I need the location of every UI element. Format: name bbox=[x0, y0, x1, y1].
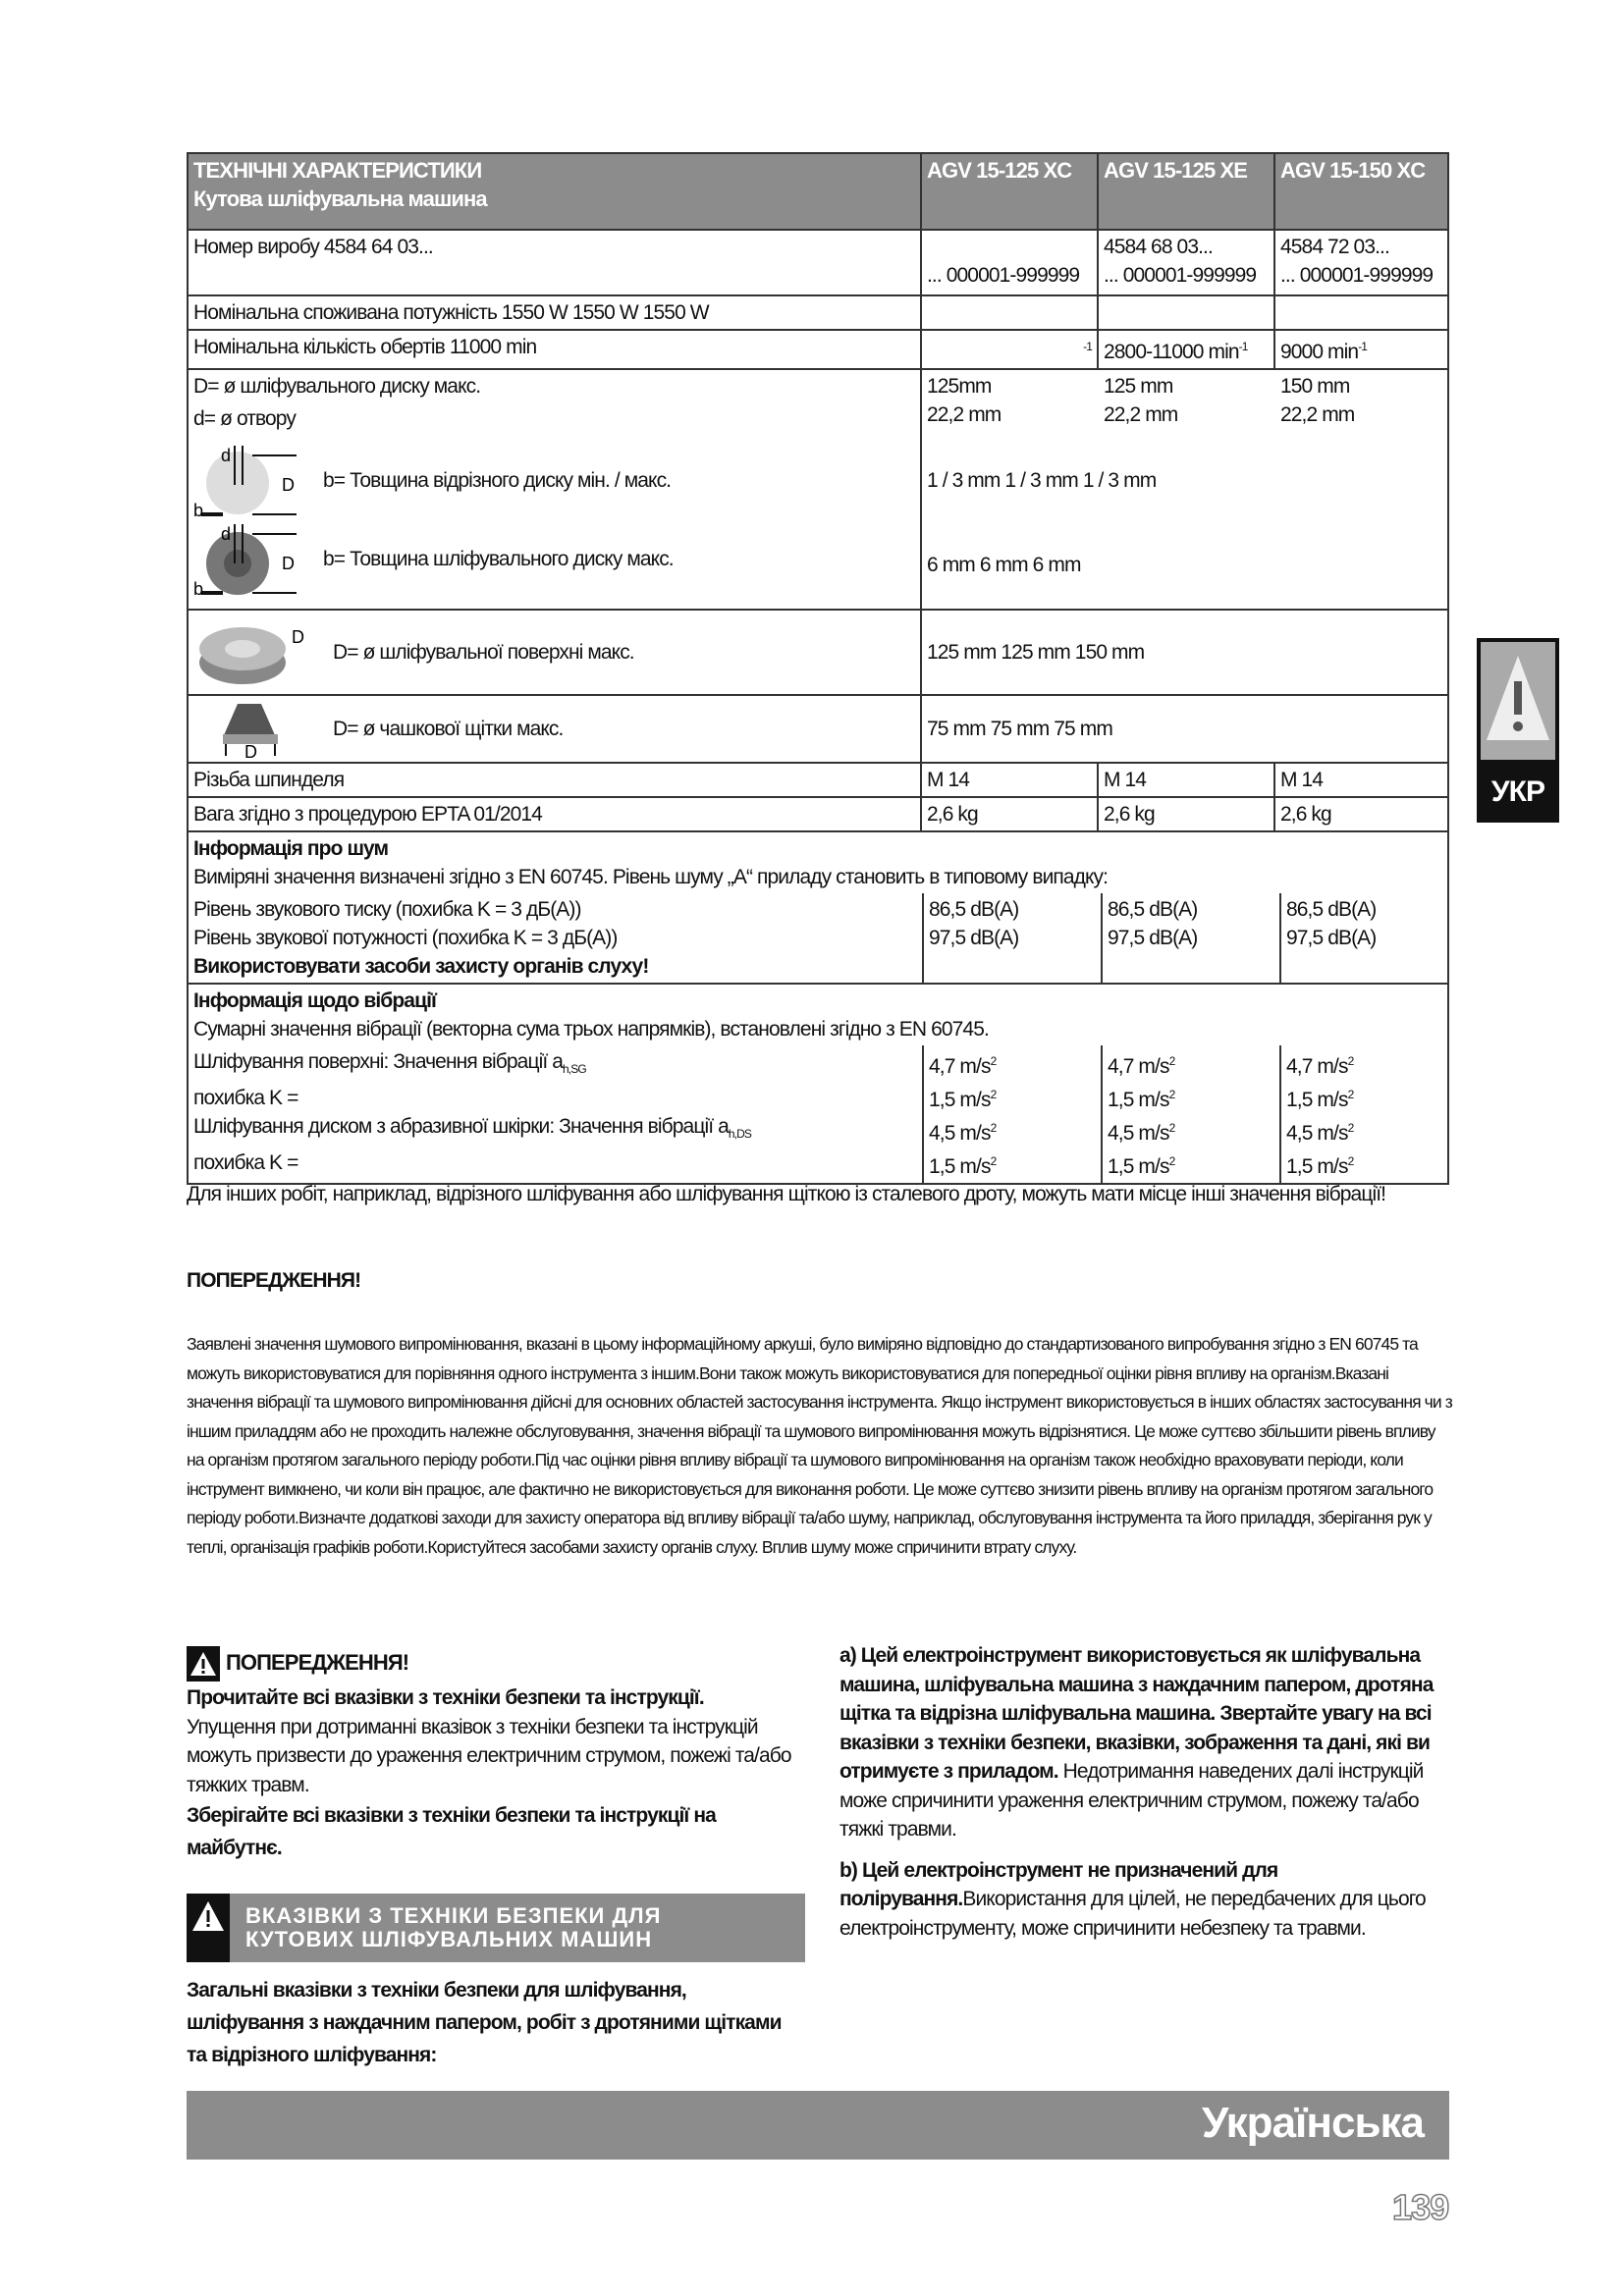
product-code: 4584 68 03... bbox=[1104, 236, 1213, 258]
vib-value: 1,5 m/s bbox=[1286, 1089, 1348, 1111]
power-level-value: 97,5 dB(A) bbox=[1286, 927, 1377, 949]
surface-disc-icon bbox=[193, 614, 311, 690]
thread-value: M 14 bbox=[1274, 763, 1448, 797]
general-instructions: Загальні вказівки з техніки безпеки для шліфування, шліфування з наждачним папером, робіт з дротяними щітками та відрізного шліфування: bbox=[187, 1979, 782, 2066]
vib-value: 4,5 m/s bbox=[1108, 1122, 1169, 1145]
vib-value: 1,5 m/s bbox=[929, 1155, 991, 1178]
superscript: 2 bbox=[990, 1088, 997, 1101]
brush-label: D= ø чашкової щітки макс. bbox=[333, 717, 564, 740]
disc-value: 125mm bbox=[927, 375, 992, 398]
disc-values bbox=[927, 372, 1442, 400]
speed-value: 2800-11000 min bbox=[1104, 341, 1239, 363]
page-number: 139 bbox=[1392, 2187, 1449, 2227]
thread-value: M 14 bbox=[921, 763, 1098, 797]
warning-title: ПОПЕРЕДЖЕННЯ! bbox=[226, 1649, 409, 1675]
surface-values: 125 mm 125 mm 150 mm bbox=[921, 610, 1448, 695]
serial: ... 000001-999999 bbox=[927, 264, 1080, 287]
weight-value: 2,6 kg bbox=[1274, 797, 1448, 831]
power-label: Номінальна споживана потужність 1550 W 1550 W 1550 W bbox=[188, 295, 921, 330]
item-b-bold: b) Цей електроінструмент не призначений для полірування. bbox=[839, 1858, 1278, 1910]
warning-exclamation-icon bbox=[1481, 642, 1555, 760]
table-title: ТЕХНІЧНІ ХАРАКТЕРИСТИКИ bbox=[193, 158, 482, 183]
svg-text:D: D bbox=[282, 554, 295, 573]
product-code bbox=[927, 233, 1092, 261]
table-row bbox=[188, 797, 1448, 831]
vib-value: 4,7 m/s bbox=[1108, 1055, 1169, 1078]
disc-label: D= ø шліфувального диску макс. bbox=[193, 375, 481, 398]
table-row bbox=[188, 230, 1448, 295]
vib-ds-label: Шліфування диском з абразивної шкірки: Значення вібрації a bbox=[193, 1115, 729, 1139]
vib-value: 4,7 m/s bbox=[1286, 1055, 1348, 1078]
superscript: 2 bbox=[990, 1054, 997, 1068]
table-row bbox=[188, 610, 1448, 695]
svg-text:d: d bbox=[221, 524, 231, 544]
superscript: -1 bbox=[1358, 340, 1368, 353]
brush-values: 75 mm 75 mm 75 mm bbox=[921, 695, 1448, 763]
cut-values: 1 / 3 mm 1 / 3 mm 1 / 3 mm bbox=[927, 469, 1157, 492]
pressure-value: 86,5 dB(A) bbox=[1108, 898, 1198, 921]
serial: ... 000001-999999 bbox=[1280, 264, 1434, 287]
power-level-value: 97,5 dB(A) bbox=[1108, 927, 1198, 949]
pressure-value: 86,5 dB(A) bbox=[929, 898, 1019, 921]
model-3: AGV 15-150 XC bbox=[1274, 153, 1448, 230]
section-title-bar bbox=[187, 1894, 805, 1962]
superscript: 2 bbox=[1168, 1121, 1175, 1135]
disc-value: 125 mm bbox=[1104, 375, 1173, 398]
grind-label: b= Товщина шліфувального диску макс. bbox=[323, 547, 674, 570]
item-a-bold: a) Цей електроінструмент використовується як шліфувальна машина, шліфувальна машина з наждачним папером, дротяна щітка та відрізна шліфувальна машина. Звертайте увагу на всі вказівки з техніки безпеки, вказівки, зображення та дані, які ви отримуєте з приладом. bbox=[839, 1644, 1434, 1783]
product-label: Номер виробу 4584 64 03... bbox=[188, 230, 921, 295]
thread-label: Різьба шпинделя bbox=[188, 763, 921, 797]
surface-label: D= ø шліфувальної поверхні макс. bbox=[333, 640, 634, 664]
superscript: 2 bbox=[990, 1121, 997, 1135]
superscript: 2 bbox=[1168, 1154, 1175, 1168]
bore-label: d= ø отвору bbox=[193, 407, 296, 430]
vib-title: Інформація щодо вібрації bbox=[193, 989, 437, 1012]
vib-desc: Сумарні значення вібрації (векторна сума трьох напрямків), встановлені згідно з EN 60745. bbox=[193, 1018, 989, 1041]
warning-triangle-icon bbox=[187, 1894, 230, 1962]
superscript: 2 bbox=[1168, 1088, 1175, 1101]
superscript: 2 bbox=[1347, 1121, 1354, 1135]
keep-instructions: Зберігайте всі вказівки з техніки безпеки та інструкції на майбутнє. bbox=[187, 1804, 716, 1859]
warning-triangle-icon bbox=[187, 1646, 220, 1682]
model-2: AGV 15-125 XE bbox=[1098, 153, 1274, 230]
side-tab-label: УКР bbox=[1490, 775, 1545, 808]
subscript: h,DS bbox=[728, 1127, 751, 1142]
table-subtitle: Кутова шліфувальна машина bbox=[193, 187, 487, 211]
right-column bbox=[839, 1641, 1453, 1943]
read-all: Прочитайте всі вказівки з техніки безпеки та інструкції. bbox=[187, 1686, 704, 1709]
speed-value: -1 bbox=[1083, 340, 1092, 353]
warning-paragraph: Заявлені значення шумового випромінювання, вказані в цьому інформаційному аркуші, було виміряно відповідно до стандартизованого випробування згідно з EN 60745 та можуть використовуватися для порівняння одного інструмента з іншим.Вони також можуть використовуватися для попередньої оцінки рівня впливу на організм.Вказані значення вібрації та шумового випромінювання дійсні для основних областей застосування інструмента. Якщо інструмент використовується в інших областях застосування чи з іншим приладдям або не проходить належне обслуговування, значення вібрації та шумового випромінювання можуть відрізнятися. Це може суттєво збільшити рівень впливу на організм протягом загального періоду роботи.Під час оцінки рівня впливу вібрації та шумового випромінювання на організм також необхідно враховувати періоди, коли інструмент вимкнено, чи коли він працює, але фактично не використовується для виконання роботи. Це може суттєво знизити рівень впливу на організм протягом загального періоду роботи.Визначте додаткові заходи для захисту оператора від впливу вібрації та/або шуму, наприклад, обслуговування інструмента та його приладдя, зберігання рук у теплі, організація графіків роботи.Користуйтеся засобами захисту органів слуху. Вплив шуму може спричинити втрату слуху. bbox=[187, 1334, 1452, 1557]
svg-text:b: b bbox=[193, 579, 203, 597]
spec-table bbox=[187, 152, 1449, 1185]
speed-label: Номінальна кількість обертів 11000 min bbox=[188, 330, 921, 369]
vib-k-label: похибка K = bbox=[193, 1151, 298, 1175]
cutting-disc-icon bbox=[193, 442, 301, 518]
power-level-label: Рівень звукової потужності (похибка K = 3 дБ(A)) bbox=[193, 927, 618, 949]
model-1: AGV 15-125 XC bbox=[921, 153, 1098, 230]
superscript: 2 bbox=[1347, 1154, 1354, 1168]
thread-value: M 14 bbox=[1098, 763, 1274, 797]
svg-text:D: D bbox=[244, 742, 257, 758]
disc-value: 150 mm bbox=[1280, 375, 1350, 398]
table-row bbox=[188, 295, 1448, 330]
vib-k-label: похибка K = bbox=[193, 1087, 298, 1110]
table-header bbox=[188, 153, 1448, 230]
vib-value: 4,5 m/s bbox=[1286, 1122, 1348, 1145]
grind-values: 6 mm 6 mm 6 mm bbox=[927, 554, 1081, 576]
svg-text:b: b bbox=[193, 501, 203, 518]
product-code: 4584 72 03... bbox=[1280, 236, 1389, 258]
warning-heading: ПОПЕРЕДЖЕННЯ! bbox=[187, 1269, 361, 1292]
speed-value: 9000 min bbox=[1280, 341, 1359, 363]
weight-label: Вага згідно з процедурою EPTA 01/2014 bbox=[188, 797, 921, 831]
vib-value: 1,5 m/s bbox=[1108, 1155, 1169, 1178]
hearing-warning: Використовувати засоби захисту органів слуху! bbox=[193, 955, 649, 978]
vibration-note: Для інших робіт, наприклад, відрізного шліфування або шліфування щіткою із сталевого дроту, можуть мати місце інші значення вібрації! bbox=[187, 1183, 1386, 1205]
footer-bar bbox=[187, 2091, 1449, 2160]
table-row bbox=[188, 330, 1448, 369]
serial: ... 000001-999999 bbox=[1104, 264, 1257, 287]
svg-text:D: D bbox=[292, 627, 304, 647]
svg-text:d: d bbox=[221, 446, 231, 465]
noise-section bbox=[188, 831, 1448, 984]
grinding-disc-icon bbox=[193, 520, 301, 597]
cup-brush-icon bbox=[193, 699, 311, 758]
pressure-label: Рівень звукового тиску (похибка K = 3 дБ(A)) bbox=[193, 898, 581, 921]
item-a-text: Недотримання наведених далі інструкцій може спричинити ураження електричним струмом, пожежу та/або тяжкі травми. bbox=[839, 1760, 1424, 1841]
weight-value: 2,6 kg bbox=[1098, 797, 1274, 831]
vib-sg-label: Шліфування поверхні: Значення вібрації a bbox=[193, 1050, 564, 1073]
vibration-section bbox=[188, 984, 1448, 1184]
vib-value: 1,5 m/s bbox=[1286, 1155, 1348, 1178]
power-level-value: 97,5 dB(A) bbox=[929, 927, 1019, 949]
pressure-value: 86,5 dB(A) bbox=[1286, 898, 1377, 921]
noise-desc: Виміряні значення визначені згідно з EN 60745. Рівень шуму „A“ приладу становить в типовому випадку: bbox=[193, 866, 1109, 888]
read-all-text: Упущення при дотриманні вказівок з техніки безпеки та інструкцій можуть призвести до ураження електричним струмом, пожежі та/або тяжких травм. bbox=[187, 1715, 791, 1796]
subscript: h,SG bbox=[563, 1062, 586, 1077]
item-b-text: Використання для цілей, не передбачених для цього електроінструменту, може спричинити небезпеку та травми. bbox=[839, 1888, 1426, 1940]
superscript: 2 bbox=[990, 1154, 997, 1168]
vib-value: 1,5 m/s bbox=[929, 1089, 991, 1111]
language-side-tab bbox=[1477, 638, 1559, 823]
table-row bbox=[188, 369, 1448, 610]
bore-value: 22,2 mm bbox=[1280, 403, 1355, 426]
table-row bbox=[188, 763, 1448, 797]
superscript: 2 bbox=[1347, 1088, 1354, 1101]
cut-label: b= Товщина відрізного диску мін. / макс. bbox=[323, 468, 672, 492]
bore-value: 22,2 mm bbox=[927, 403, 1001, 426]
noise-title: Інформація про шум bbox=[193, 837, 389, 860]
vib-value: 4,5 m/s bbox=[929, 1122, 991, 1145]
left-column bbox=[187, 1646, 805, 2071]
vib-value: 4,7 m/s bbox=[929, 1055, 991, 1078]
language-label: Українська bbox=[1201, 2099, 1424, 2147]
superscript: -1 bbox=[1238, 340, 1248, 353]
svg-text:D: D bbox=[282, 475, 295, 495]
vib-value: 1,5 m/s bbox=[1108, 1089, 1169, 1111]
bore-value: 22,2 mm bbox=[1104, 403, 1178, 426]
superscript: 2 bbox=[1168, 1054, 1175, 1068]
weight-value: 2,6 kg bbox=[921, 797, 1098, 831]
section-title: ВКАЗІВКИ З ТЕХНІКИ БЕЗПЕКИ ДЛЯ КУТОВИХ ШЛІФУВАЛЬНИХ МАШИН bbox=[245, 1903, 662, 1951]
superscript: 2 bbox=[1347, 1054, 1354, 1068]
table-row bbox=[188, 695, 1448, 763]
